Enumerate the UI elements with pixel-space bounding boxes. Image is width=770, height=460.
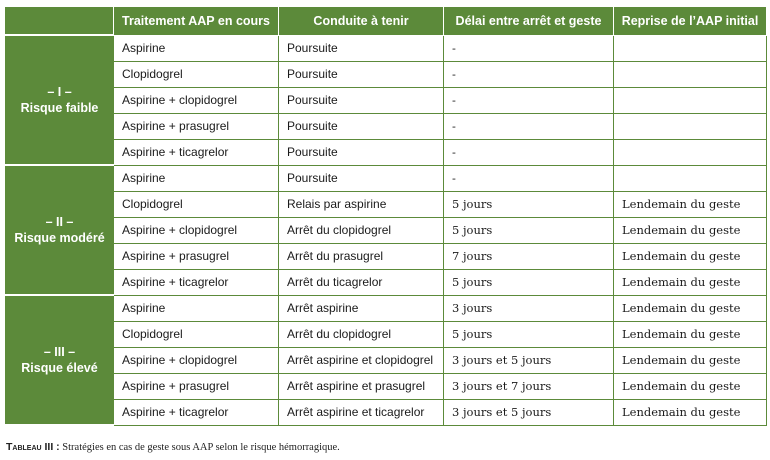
- risk-group-numeral: – II –: [45, 215, 74, 229]
- header-cell-delay: Délai entre arrêt et geste: [444, 7, 614, 36]
- table-row: [6, 139, 767, 165]
- cell-conduct: Poursuite: [279, 61, 444, 87]
- risk-group-cell: [6, 295, 114, 425]
- risk-group-cell: [6, 165, 114, 295]
- cell-delay: -: [444, 61, 614, 87]
- cell-conduct: Arrêt du clopidogrel: [279, 321, 444, 347]
- cell-conduct: Poursuite: [279, 35, 444, 61]
- table-caption: [6, 441, 340, 453]
- cell-delay: -: [444, 165, 614, 191]
- cell-conduct: Arrêt aspirine et prasugrel: [279, 373, 444, 399]
- cell-resumption: Lendemain du geste: [614, 399, 767, 425]
- cell-resumption: Lendemain du geste: [614, 269, 767, 295]
- table-row: [6, 165, 767, 191]
- cell-resumption: Lendemain du geste: [614, 191, 767, 217]
- cell-delay: -: [444, 113, 614, 139]
- caption-text: Stratégies en cas de geste sous AAP selon le risque hémorragique.: [62, 442, 340, 453]
- header-cell-conduct: Conduite à tenir: [279, 7, 444, 36]
- risk-group-label: Risque élevé: [21, 361, 98, 375]
- cell-delay: 3 jours et 5 jours: [444, 347, 614, 373]
- cell-delay: -: [444, 87, 614, 113]
- cell-delay: 5 jours: [444, 217, 614, 243]
- cell-resumption: [614, 139, 767, 165]
- cell-conduct: Arrêt du ticagrelor: [279, 269, 444, 295]
- cell-delay: 5 jours: [444, 321, 614, 347]
- cell-conduct: Arrêt du prasugrel: [279, 243, 444, 269]
- cell-treatment: Aspirine + ticagrelor: [114, 399, 279, 425]
- cell-treatment: Aspirine + prasugrel: [114, 243, 279, 269]
- cell-delay: 3 jours: [444, 295, 614, 321]
- table-row: [6, 269, 767, 295]
- header-cell-treatment: Traitement AAP en cours: [114, 7, 279, 36]
- risk-group-cell: [6, 35, 114, 165]
- cell-treatment: Aspirine: [114, 35, 279, 61]
- cell-resumption: [614, 61, 767, 87]
- cell-resumption: [614, 87, 767, 113]
- cell-conduct: Poursuite: [279, 87, 444, 113]
- caption-label: Tableau III :: [6, 441, 60, 453]
- header-cell-resumption: Reprise de l’AAP initial: [614, 7, 767, 36]
- table-row: [6, 61, 767, 87]
- risk-group-numeral: – I –: [47, 85, 72, 99]
- cell-treatment: Aspirine + clopidogrel: [114, 87, 279, 113]
- cell-treatment: Aspirine + prasugrel: [114, 113, 279, 139]
- header-cell-risk: [6, 7, 114, 36]
- cell-resumption: [614, 113, 767, 139]
- table-row: [6, 399, 767, 425]
- cell-treatment: Aspirine: [114, 295, 279, 321]
- risk-group-label: Risque faible: [20, 101, 99, 115]
- cell-delay: -: [444, 139, 614, 165]
- cell-conduct: Relais par aspirine: [279, 191, 444, 217]
- risk-group-label: Risque modéré: [14, 231, 105, 245]
- cell-treatment: Aspirine: [114, 165, 279, 191]
- cell-treatment: Aspirine + clopidogrel: [114, 217, 279, 243]
- risk-group-numeral: – III –: [43, 345, 76, 359]
- cell-conduct: Poursuite: [279, 113, 444, 139]
- table-row: [6, 321, 767, 347]
- cell-resumption: Lendemain du geste: [614, 321, 767, 347]
- cell-delay: 5 jours: [444, 191, 614, 217]
- table-row: [6, 87, 767, 113]
- cell-resumption: Lendemain du geste: [614, 373, 767, 399]
- table-row: [6, 113, 767, 139]
- table-row: [6, 191, 767, 217]
- cell-treatment: Clopidogrel: [114, 191, 279, 217]
- table-row: [6, 295, 767, 321]
- cell-resumption: Lendemain du geste: [614, 243, 767, 269]
- cell-treatment: Aspirine + clopidogrel: [114, 347, 279, 373]
- table-row: [6, 35, 767, 61]
- table-row: [6, 347, 767, 373]
- cell-conduct: Arrêt du clopidogrel: [279, 217, 444, 243]
- cell-resumption: Lendemain du geste: [614, 347, 767, 373]
- cell-conduct: Arrêt aspirine et clopidogrel: [279, 347, 444, 373]
- cell-treatment: Aspirine + prasugrel: [114, 373, 279, 399]
- cell-treatment: Aspirine + ticagrelor: [114, 269, 279, 295]
- cell-resumption: [614, 35, 767, 61]
- cell-delay: 3 jours et 7 jours: [444, 373, 614, 399]
- table-row: [6, 217, 767, 243]
- cell-conduct: Poursuite: [279, 139, 444, 165]
- cell-treatment: Aspirine + ticagrelor: [114, 139, 279, 165]
- cell-conduct: Poursuite: [279, 165, 444, 191]
- strategy-table: [5, 6, 767, 426]
- cell-resumption: Lendemain du geste: [614, 217, 767, 243]
- table-row: [6, 373, 767, 399]
- cell-resumption: Lendemain du geste: [614, 295, 767, 321]
- cell-treatment: Clopidogrel: [114, 61, 279, 87]
- cell-delay: -: [444, 35, 614, 61]
- cell-treatment: Clopidogrel: [114, 321, 279, 347]
- cell-delay: 5 jours: [444, 269, 614, 295]
- cell-conduct: Arrêt aspirine: [279, 295, 444, 321]
- cell-conduct: Arrêt aspirine et ticagrelor: [279, 399, 444, 425]
- cell-delay: 7 jours: [444, 243, 614, 269]
- cell-delay: 3 jours et 5 jours: [444, 399, 614, 425]
- table-body: [6, 35, 767, 425]
- cell-resumption: [614, 165, 767, 191]
- table-row: [6, 243, 767, 269]
- header-row: [6, 7, 767, 36]
